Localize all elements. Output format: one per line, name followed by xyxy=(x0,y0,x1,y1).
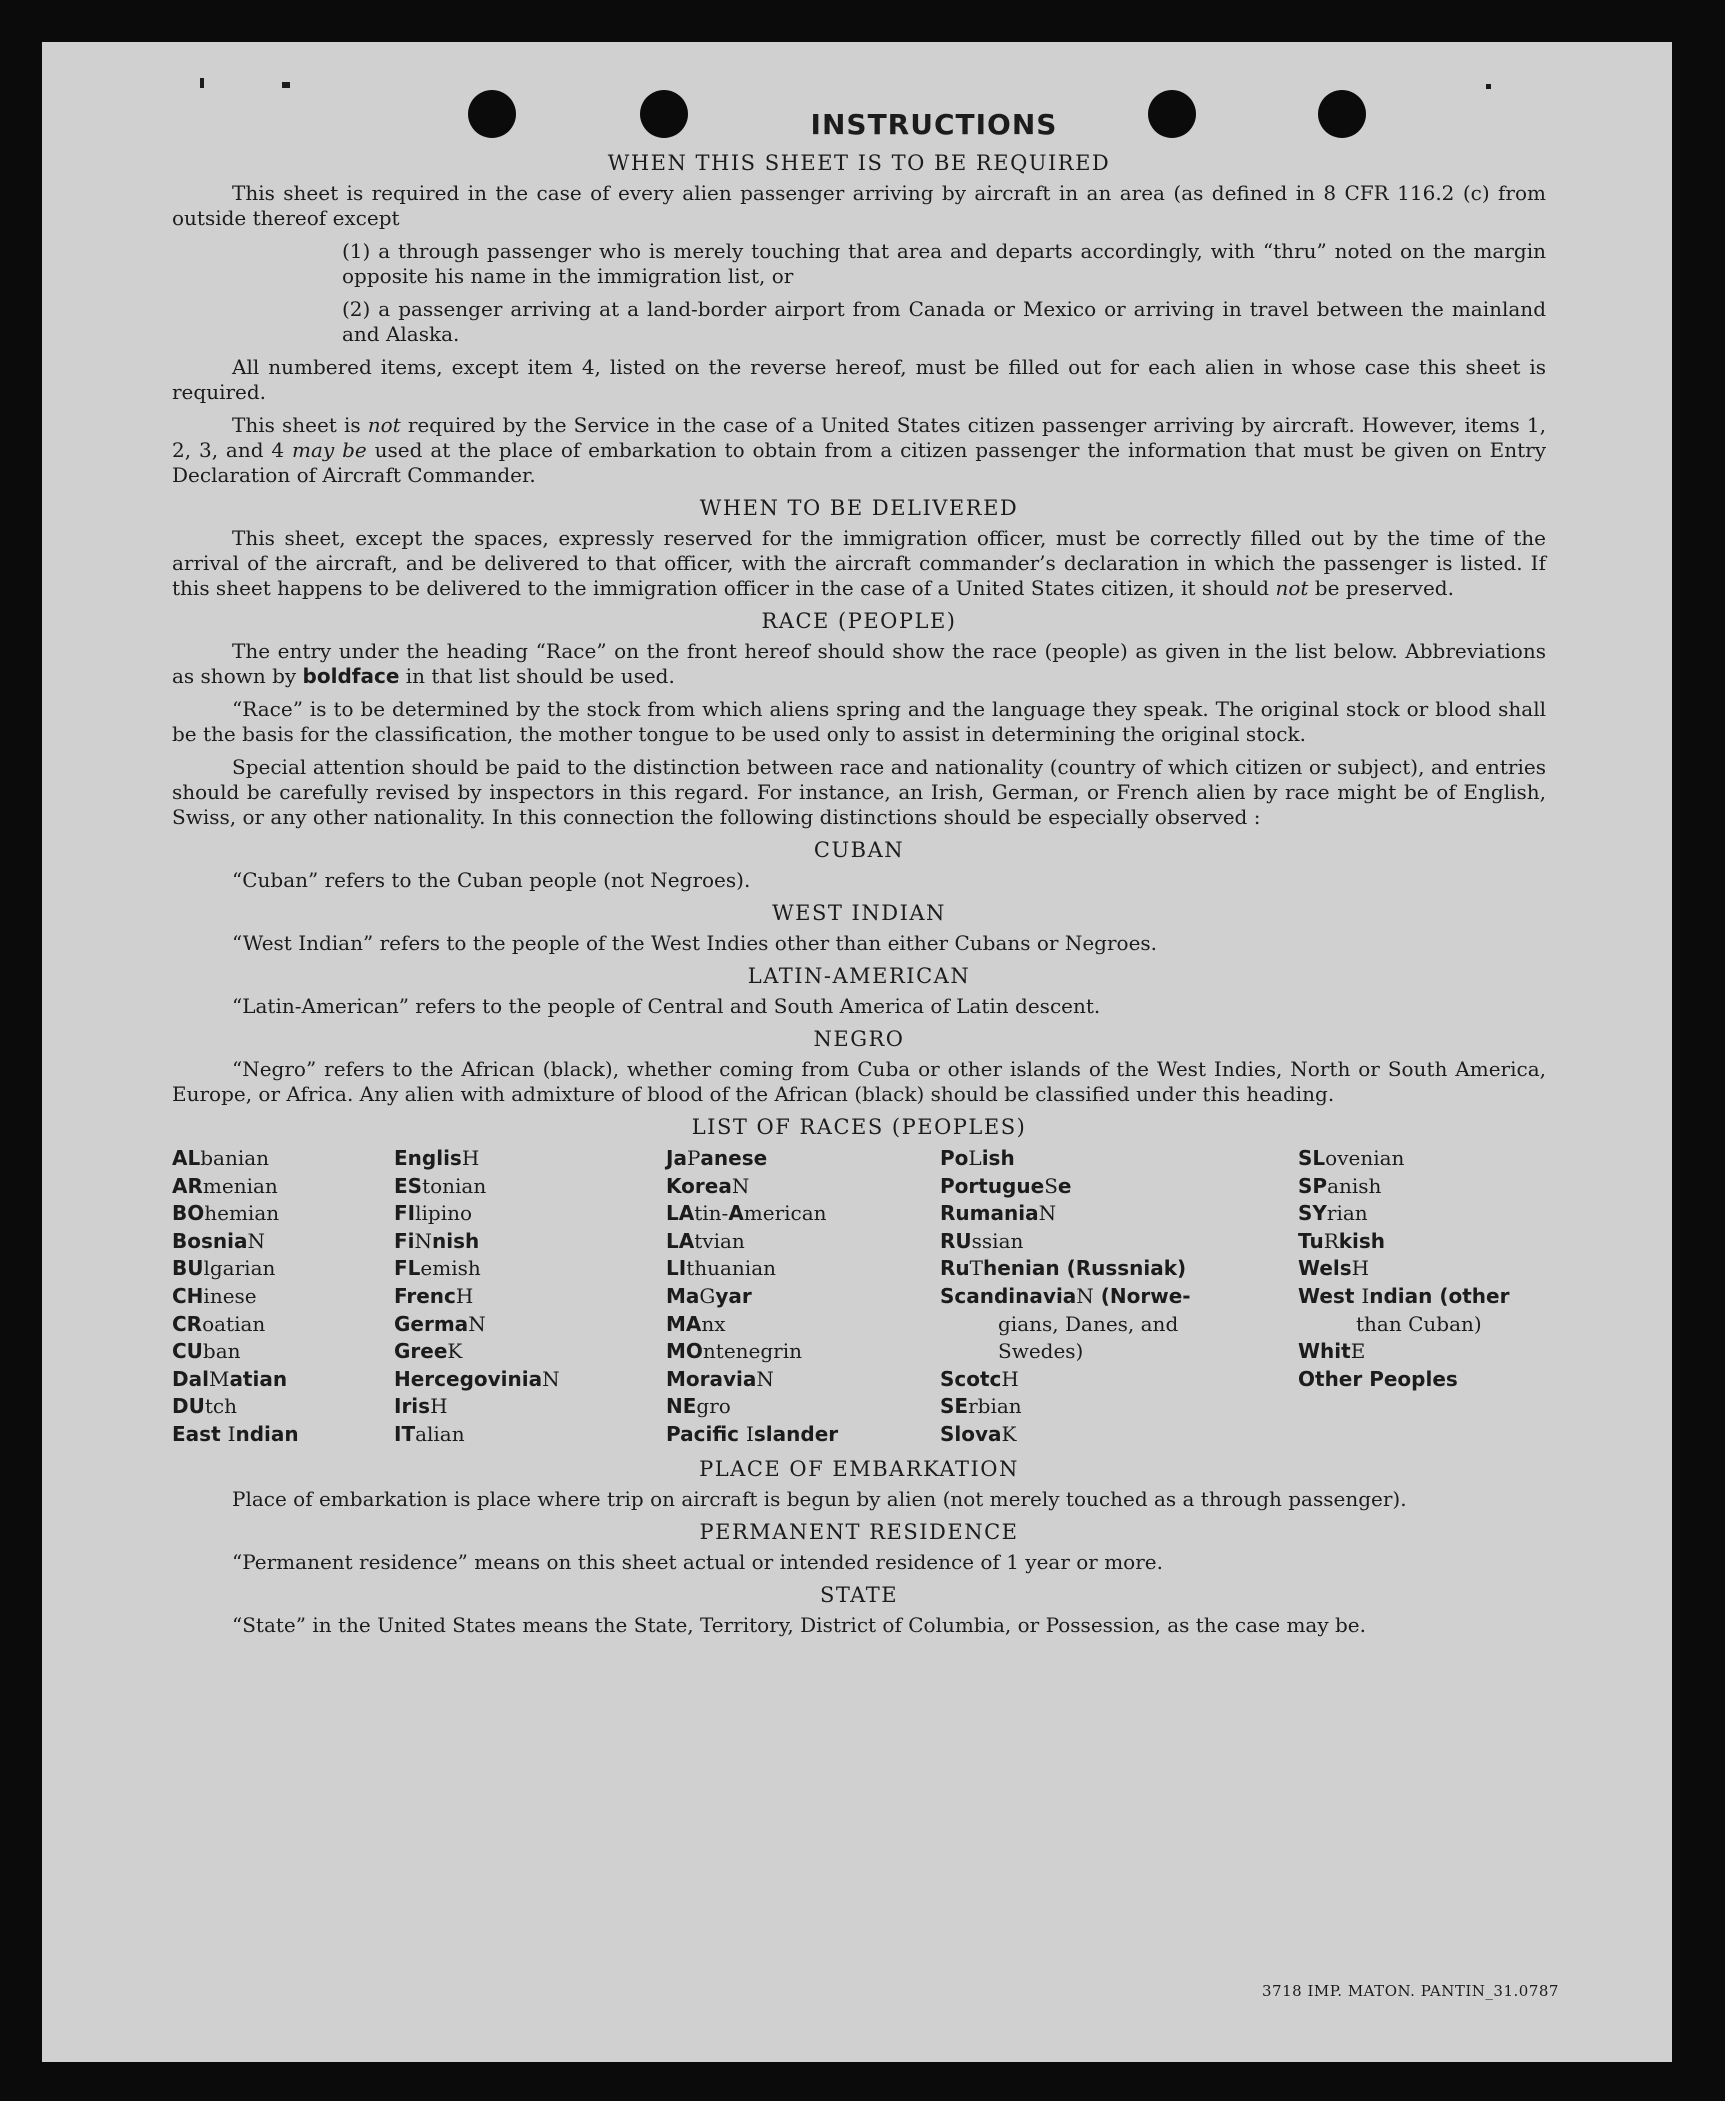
race-entry-part: than Cuban) xyxy=(1356,1311,1482,1336)
race-entry xyxy=(172,1338,394,1366)
race-entry-part: BO xyxy=(172,1201,205,1226)
race-entry xyxy=(172,1366,394,1394)
race-entry xyxy=(1298,1200,1546,1228)
race-entry xyxy=(394,1173,666,1201)
printer-imprint: 3718 IMP. MATON. PANTIN_31.0787 xyxy=(1262,1982,1559,2000)
paragraph: All numbered items, except item 4, listed on the reverse hereof, must be filled out for each alien in whose case this sheet is required. xyxy=(172,355,1546,404)
race-entry-part: N xyxy=(542,1366,560,1391)
section-heading-state: STATE xyxy=(819,1582,899,1607)
race-entry-part: thuanian xyxy=(686,1256,776,1281)
race-entry xyxy=(1298,1173,1546,1201)
race-entry-part: SE xyxy=(940,1394,969,1419)
race-entry-part: H xyxy=(1001,1366,1019,1391)
race-entry-part: N xyxy=(731,1173,750,1198)
race-entry-part: tin- xyxy=(694,1201,729,1226)
race-entry-part: Tu xyxy=(1298,1228,1324,1253)
race-entry-part: LA xyxy=(666,1228,695,1253)
race-entry-part: tvian xyxy=(694,1228,745,1253)
race-entry xyxy=(1298,1366,1546,1394)
race-entry-part: FI xyxy=(394,1201,416,1226)
race-entry-part: ish xyxy=(981,1146,1015,1170)
race-entry xyxy=(1298,1255,1546,1283)
race-entry-part: ssian xyxy=(971,1228,1024,1253)
race-entry-part: nx xyxy=(701,1311,726,1336)
race-entry-part: hemian xyxy=(204,1201,280,1226)
race-entry-part: Ma xyxy=(666,1283,700,1308)
race-entry-part: RU xyxy=(940,1228,972,1253)
race-entry-part: Scandinavia xyxy=(940,1283,1077,1308)
race-entry-part: ban xyxy=(202,1339,241,1364)
race-entry-part: ndian xyxy=(235,1421,299,1446)
race-entry-part: emish xyxy=(420,1256,481,1281)
race-entry-part: L xyxy=(968,1146,982,1170)
race-entry-part: tonian xyxy=(422,1173,487,1198)
race-entry-part: T xyxy=(969,1256,983,1281)
race-entry-part: kish xyxy=(1338,1228,1386,1253)
race-entry-part: N xyxy=(468,1311,486,1336)
race-entry-part: BU xyxy=(172,1256,204,1281)
race-entry xyxy=(940,1283,1298,1311)
race-entry-part: menian xyxy=(202,1173,278,1198)
race-entry-part: SP xyxy=(1298,1173,1328,1198)
race-entry-part: rbian xyxy=(968,1394,1022,1419)
section-heading-latin-american: LATIN-AMERICAN xyxy=(747,964,971,988)
races-list xyxy=(172,1145,1546,1449)
race-entry xyxy=(394,1200,666,1228)
section-heading-cuban: CUBAN xyxy=(813,838,905,862)
speck xyxy=(282,82,290,88)
speck xyxy=(200,78,204,88)
race-entry-part: ES xyxy=(394,1173,423,1198)
race-entry-part: Iris xyxy=(394,1394,431,1419)
race-entry xyxy=(172,1393,394,1421)
race-entry-part: DU xyxy=(172,1394,205,1419)
race-entry-part: (Norwe- xyxy=(1093,1283,1191,1308)
race-entry-part: rian xyxy=(1326,1201,1368,1226)
race-entry-part: Wels xyxy=(1298,1256,1352,1281)
race-entry-part: S xyxy=(1044,1173,1058,1198)
race-entry-part: N xyxy=(756,1366,774,1391)
race-entry-part: merican xyxy=(743,1201,827,1226)
race-entry-part: Fi xyxy=(394,1228,415,1253)
race-entry-part: Whit xyxy=(1298,1339,1351,1364)
paragraph: “Negro” refers to the African (black), whether coming from Cuba or other islands of the West Indies, North or South America, Europe, or Africa. Any alien with admixture of blood of the African (black) should be classified under this heading. xyxy=(172,1057,1546,1106)
races-column xyxy=(666,1145,940,1449)
race-entry-part: anese xyxy=(700,1146,768,1170)
race-entry xyxy=(1298,1228,1546,1256)
race-entry-part: Swedes) xyxy=(998,1339,1084,1364)
section-heading-race: RACE (PEOPLE) xyxy=(761,609,957,633)
race-entry-part: E xyxy=(1350,1339,1366,1364)
race-entry xyxy=(394,1228,666,1256)
race-entry-part: K xyxy=(447,1339,463,1364)
race-entry xyxy=(172,1421,394,1449)
race-entry-part: atian xyxy=(229,1366,288,1391)
race-entry-part: N xyxy=(1038,1201,1057,1226)
speck xyxy=(1486,84,1491,89)
race-entry xyxy=(394,1311,666,1339)
race-entry xyxy=(394,1145,666,1173)
race-entry-part: CH xyxy=(172,1283,204,1308)
race-entry xyxy=(172,1255,394,1283)
race-entry xyxy=(394,1393,666,1421)
paragraph: “Race” is to be determined by the stock from which aliens spring and the language they speak. The original stock or blood shall be the basis for the classification, the mother tongue to be used only to assist in determining the original stock. xyxy=(172,697,1546,746)
race-entry-part: SY xyxy=(1298,1201,1327,1226)
race-entry-part: Ru xyxy=(940,1256,970,1281)
race-entry xyxy=(666,1311,940,1339)
race-entry xyxy=(666,1200,940,1228)
race-entry-part: CR xyxy=(172,1311,203,1336)
race-entry xyxy=(666,1338,940,1366)
race-entry-part: oatian xyxy=(202,1311,266,1336)
race-entry-part: A xyxy=(728,1201,744,1226)
race-entry-part: N xyxy=(414,1228,433,1253)
race-entry-part: alian xyxy=(415,1421,465,1446)
race-entry-part: slander xyxy=(753,1421,839,1446)
race-entry xyxy=(172,1228,394,1256)
race-entry-part: gro xyxy=(696,1394,731,1419)
race-entry-part: ntenegrin xyxy=(702,1339,803,1364)
race-entry-part: Frenc xyxy=(394,1283,456,1308)
document-sheet xyxy=(42,42,1672,2062)
section-heading-delivered: WHEN TO BE DELIVERED xyxy=(699,496,1019,520)
race-entry-part: Rumania xyxy=(940,1201,1039,1226)
race-entry-part: lipino xyxy=(415,1201,473,1226)
races-column xyxy=(394,1145,666,1449)
race-entry-part: N xyxy=(247,1228,265,1253)
race-entry-part: East xyxy=(172,1421,228,1446)
paragraph: “West Indian” refers to the people of the West Indies other than either Cubans or Negroes. xyxy=(232,931,1158,955)
exception-item: (2) a passenger arriving at a land-border airport from Canada or Mexico or arriving in travel between the mainland and Alaska. xyxy=(342,297,1546,346)
race-entry-part: I xyxy=(1361,1283,1370,1308)
paragraph: “State” in the United States means the State, Territory, District of Columbia, or Possession, as the case may be. xyxy=(232,1612,1366,1637)
race-entry xyxy=(940,1228,1298,1256)
race-entry-part: P xyxy=(686,1146,701,1170)
race-entry-part: I xyxy=(745,1421,754,1446)
race-entry-part: I xyxy=(227,1421,236,1446)
page-title: INSTRUCTIONS xyxy=(810,108,1058,141)
race-entry xyxy=(666,1173,940,1201)
race-entry xyxy=(666,1393,940,1421)
race-entry-part: H xyxy=(455,1283,474,1308)
section-heading-west-indian: WEST INDIAN xyxy=(772,901,946,925)
race-entry xyxy=(394,1366,666,1394)
race-entry xyxy=(1298,1338,1546,1366)
race-entry-part: e xyxy=(1057,1173,1072,1198)
races-column xyxy=(940,1145,1298,1449)
race-entry-part: gians, Danes, and xyxy=(998,1311,1179,1336)
race-entry-part: Scotc xyxy=(940,1366,1002,1391)
race-entry xyxy=(666,1228,940,1256)
race-entry xyxy=(940,1311,1298,1339)
race-entry xyxy=(172,1283,394,1311)
race-entry-part: Englis xyxy=(394,1146,462,1170)
race-entry-part: Portugue xyxy=(940,1173,1045,1198)
race-entry-part: West xyxy=(1298,1283,1362,1308)
race-entry-part: tch xyxy=(204,1394,237,1419)
paragraph: Place of embarkation is place where trip on aircraft is begun by alien (not merely touched as a through passenger). xyxy=(232,1486,1407,1511)
race-entry xyxy=(940,1338,1298,1366)
section-heading-required: WHEN THIS SHEET IS TO BE REQUIRED xyxy=(607,151,1111,175)
race-entry-part: AL xyxy=(172,1146,201,1170)
race-entry-part: anish xyxy=(1327,1173,1382,1198)
race-entry-part: IT xyxy=(394,1421,416,1446)
race-entry-part: G xyxy=(699,1283,716,1308)
race-entry-part: ndian (other xyxy=(1369,1283,1510,1308)
race-entry-part: N xyxy=(1076,1283,1094,1308)
race-entry-part: LA xyxy=(666,1201,695,1226)
race-entry xyxy=(172,1200,394,1228)
race-entry xyxy=(940,1200,1298,1228)
race-entry xyxy=(172,1173,394,1201)
race-entry-part: AR xyxy=(172,1173,203,1198)
race-entry-part: Ja xyxy=(666,1146,687,1170)
race-entry xyxy=(172,1145,394,1173)
race-entry-part: henian (Russniak) xyxy=(982,1256,1187,1281)
race-entry xyxy=(940,1421,1298,1449)
paragraph: Special attention should be paid to the distinction between race and nationality (country of which citizen or subject), and entries should be carefully revised by inspectors in this regard. For instance, an Irish, German, or French alien by race might be of English, Swiss, or any other nationality. In this connection the following distinctions should be especially observed : xyxy=(172,755,1546,829)
races-column xyxy=(172,1145,394,1449)
race-entry xyxy=(940,1366,1298,1394)
race-entry xyxy=(172,1311,394,1339)
paragraph: “Permanent residence” means on this sheet actual or intended residence of 1 year or more. xyxy=(232,1549,1163,1574)
race-entry-part: ovenian xyxy=(1325,1146,1405,1170)
race-entry xyxy=(666,1421,940,1449)
race-entry xyxy=(394,1421,666,1449)
race-entry xyxy=(940,1393,1298,1421)
race-entry xyxy=(666,1145,940,1173)
race-entry-part: Pacific xyxy=(666,1421,746,1446)
races-column xyxy=(1298,1145,1546,1449)
race-entry-part: inese xyxy=(203,1283,257,1308)
race-entry-part: MA xyxy=(666,1311,702,1336)
race-entry-part: SL xyxy=(1298,1146,1326,1170)
race-entry-part: Slova xyxy=(940,1421,1002,1446)
race-entry xyxy=(940,1255,1298,1283)
race-entry xyxy=(666,1255,940,1283)
race-entry-part: H xyxy=(430,1394,448,1419)
race-entry-part: MO xyxy=(666,1339,703,1364)
exception-item: (1) a through passenger who is merely touching that area and departs accordingly, with “thru” noted on the margin opposite his name in the immigration list, or xyxy=(342,239,1546,288)
paragraph: “Latin-American” refers to the people of Central and South America of Latin descent. xyxy=(232,994,1101,1018)
race-entry-part: Bosnia xyxy=(172,1228,248,1253)
instructions-content xyxy=(172,108,1546,1646)
paragraph: This sheet is required in the case of every alien passenger arriving by aircraft in an area (as defined in 8 CFR 116.2 (c) from outside thereof except xyxy=(172,181,1546,230)
race-entry-part: R xyxy=(1323,1228,1339,1253)
race-entry-part: LI xyxy=(666,1256,687,1281)
paragraph: “Cuban” refers to the Cuban people (not Negroes). xyxy=(232,868,751,892)
race-entry xyxy=(394,1283,666,1311)
race-entry xyxy=(940,1173,1298,1201)
paragraph: The entry under the heading “Race” on the front hereof should show the race (people) as given in the list below. Abbreviations as shown by boldface in that list should be used. xyxy=(172,639,1546,688)
race-entry-part: Dal xyxy=(172,1366,209,1391)
race-entry-part: M xyxy=(208,1366,230,1391)
race-entry-part: K xyxy=(1001,1421,1017,1446)
race-entry-part: H xyxy=(461,1146,480,1170)
race-entry-part: banian xyxy=(200,1146,270,1170)
race-entry xyxy=(1298,1283,1546,1311)
race-entry-part: yar xyxy=(715,1283,752,1308)
race-entry-part: Gree xyxy=(394,1339,448,1364)
race-entry-part: Korea xyxy=(666,1173,732,1198)
paragraph: This sheet, except the spaces, expressly reserved for the immigration officer, must be correctly filled out by the time of the arrival of the aircraft, and be delivered to that officer, with the aircraft commander’s declaration in which the passenger is listed. If this sheet happens to be delivered to the immigration officer in the case of a United States citizen, it should not be preserved. xyxy=(172,526,1546,600)
section-heading-embarkation: PLACE OF EMBARKATION xyxy=(699,1456,1019,1481)
race-entry-part: NE xyxy=(666,1394,697,1419)
race-entry xyxy=(1298,1145,1546,1173)
race-entry-part: Other Peoples xyxy=(1298,1366,1458,1391)
race-entry-part: Po xyxy=(940,1146,969,1170)
race-entry-part: nish xyxy=(432,1228,480,1253)
race-entry xyxy=(394,1255,666,1283)
paragraph: This sheet is not required by the Service in the case of a United States citizen passenger arriving by aircraft. However, items 1, 2, 3, and 4 may be used at the place of embarkation to obtain from a citizen passenger the information that must be given on Entry Declaration of Aircraft Commander. xyxy=(172,413,1547,487)
race-entry-part: Moravia xyxy=(666,1366,757,1391)
race-entry xyxy=(666,1366,940,1394)
race-entry xyxy=(666,1283,940,1311)
race-entry xyxy=(940,1145,1298,1173)
race-entry-part: Hercegovinia xyxy=(394,1366,543,1391)
race-entry-part: Germa xyxy=(394,1311,469,1336)
race-entry-part: CU xyxy=(172,1339,203,1364)
race-entry xyxy=(394,1338,666,1366)
race-entry-part: lgarian xyxy=(203,1256,276,1281)
section-heading-list-of-races: LIST OF RACES (PEOPLES) xyxy=(691,1115,1027,1139)
race-entry-part: H xyxy=(1351,1256,1370,1281)
race-entry xyxy=(1298,1311,1546,1339)
section-heading-negro: NEGRO xyxy=(813,1027,905,1051)
section-heading-residence: PERMANENT RESIDENCE xyxy=(699,1519,1019,1544)
race-entry-part: FL xyxy=(394,1256,421,1281)
